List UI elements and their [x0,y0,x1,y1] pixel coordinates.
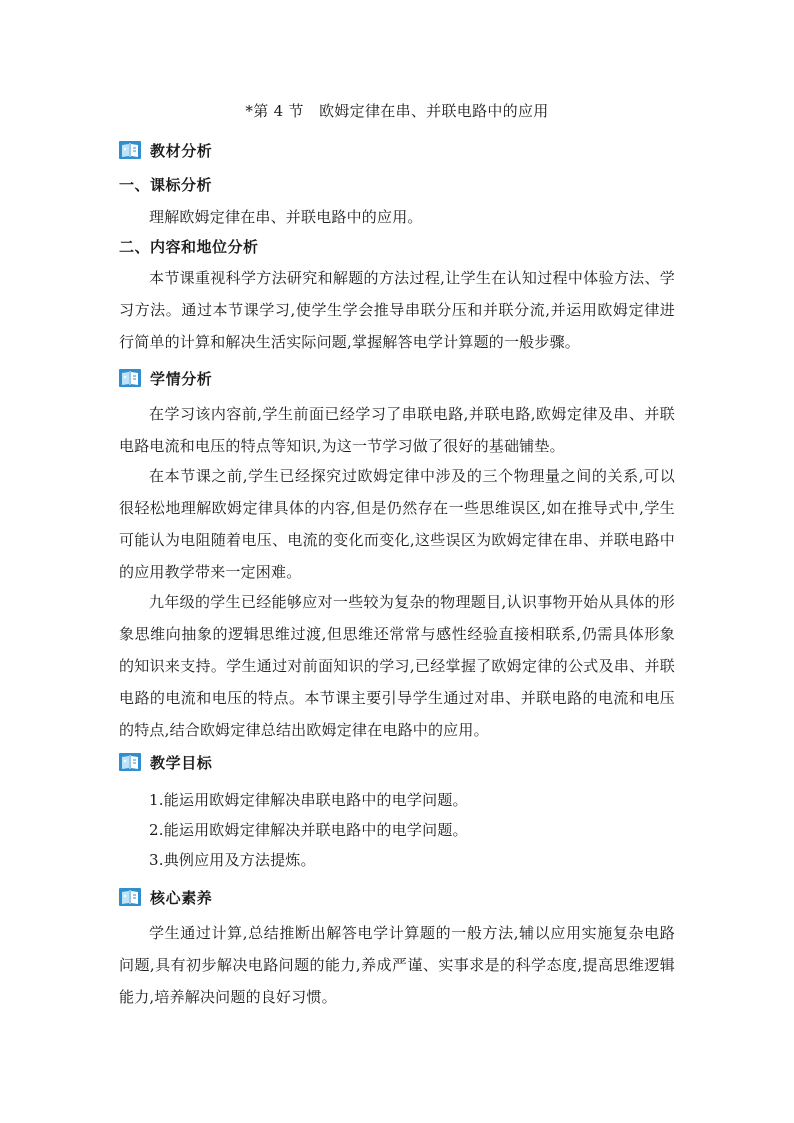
section-heading-learners [119,367,212,389]
open-book-icon [119,888,141,906]
section-heading-literacy [119,886,212,908]
open-book-icon [119,369,141,387]
open-book-icon [119,753,141,771]
learners-paragraph-3: 九年级的学生已经能够应对一些较为复杂的物理题目,认识事物开始从具体的形象思维向抽象的逻辑思维过渡,但思维还常常与感性经验直接相联系,仍需具体形象的知识来支持。学生通过对前面知识的学习,已经掌握了欧姆定律的公式及串、并联电路的电流和电压的特点。本节课主要引导学生通过对串、并联电路的电流和电压的特点,结合欧姆定律总结出欧姆定律在电路中的应用。 [119,593,675,739]
section-heading-materials [119,139,212,161]
open-book-icon [119,141,141,159]
section-heading-text: 学情分析 [150,369,213,388]
objective-item: 1.能运用欧姆定律解决串联电路中的电学问题。 [149,791,468,809]
learners-paragraph-1: 在学习该内容前,学生前面已经学习了串联电路,并联电路,欧姆定律及串、并联电路电流和电压的特点等知识,为这一节学习做了很好的基础铺垫。 [119,405,675,455]
learners-paragraph-2: 在本节课之前,学生已经探究过欧姆定律中涉及的三个物理量之间的关系,可以很轻松地理解欧姆定律具体的内容,但是仍然存在一些思维误区,如在推导式中,学生可能认为电阻随着电压、电流的变化而变化,这些误区为欧姆定律在串、并联电路中的应用教学带来一定困难。 [119,467,675,581]
section-heading-text: 核心素养 [150,888,213,907]
page-title: *第 4 节 欧姆定律在串、并联电路中的应用 [245,102,549,120]
section-heading-text: 教材分析 [150,141,213,160]
curriculum-subheading: 一、课标分析 [119,176,213,194]
literacy-paragraph: 学生通过计算,总结推断出解答电学计算题的一般方法,辅以应用实施复杂电路问题,具有初步解决电路问题的能力,养成严谨、实事求是的科学态度,提高思维逻辑能力,培养解决问题的良好习惯。 [119,924,675,1006]
curriculum-paragraph: 理解欧姆定律在串、并联电路中的应用。 [149,208,423,226]
objective-item: 3.典例应用及方法提炼。 [149,851,316,869]
objective-item: 2.能运用欧姆定律解决并联电路中的电学问题。 [149,821,468,839]
section-heading-text: 教学目标 [150,753,213,772]
section-heading-objectives [119,751,212,773]
content-subheading: 二、内容和地位分析 [119,238,259,256]
content-paragraph: 本节课重视科学方法研究和解题的方法过程,让学生在认知过程中体验方法、学习方法。通过本节课学习,使学生学会推导串联分压和并联分流,并运用欧姆定律进行简单的计算和解决生活实际问题,掌握解答电学计算题的一般步骤。 [119,269,675,351]
